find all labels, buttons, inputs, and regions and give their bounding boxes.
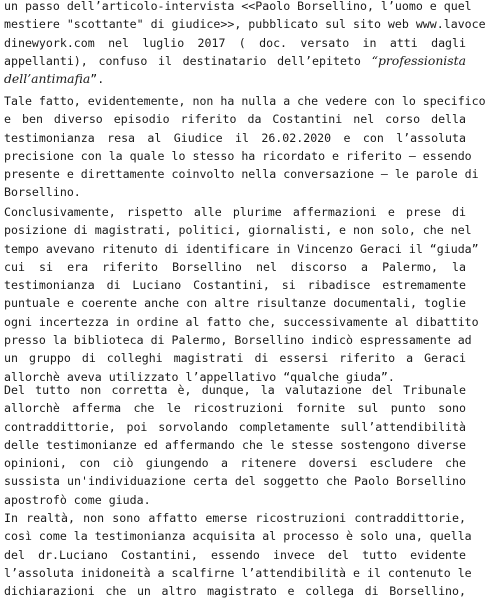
text-line <box>4 582 466 600</box>
text-run: l’assoluta inidoneità a scalfirne l’attendibilità e il contenuto le <box>4 565 472 580</box>
text-run: cui si era riferito Borsellino nel discorso a Palermo, la <box>4 259 466 274</box>
text-run: presente e direttamente coinvolto nella conversazione – le parole di <box>4 167 479 182</box>
paragraph-in-realta <box>4 509 472 600</box>
text-line <box>4 313 479 331</box>
text-run: ogni incertezza in ordine al fatto che, successivamente al dibattito <box>4 314 479 329</box>
paragraph-valutazione <box>4 381 466 509</box>
paragraph-conclusivamente <box>4 203 479 386</box>
text-run: contraddittorie, poi sorvolando completamente sull’attendibilità <box>4 419 466 434</box>
text-line <box>4 129 466 147</box>
text-run: puntuale e coerente anche con altre risultanze documentali, toglie <box>4 296 466 311</box>
text-run: Conclusivamente, rispetto alle plurime affermazioni e prese di <box>4 205 466 219</box>
text-run: dichiarazioni che un altro magistrato e collega di Borsellino, <box>4 584 466 599</box>
text-line <box>4 276 466 294</box>
text-line <box>4 381 466 399</box>
text-run: delle testimonianze ed affermando che le stesse sostengono diverse <box>4 437 466 452</box>
text-run: allorchè afferma che le ricostruzioni fornite sul punto sono <box>4 401 466 416</box>
text-run: ”. <box>90 72 105 87</box>
text-run: opinioni, con ciò giungendo a ritenere doversi escludere che <box>4 456 466 471</box>
text-line <box>4 349 466 367</box>
text-run: Borsellino. <box>4 185 81 200</box>
text-run: In realtà, non sono affatto emerse ricostruzioni contraddittorie, <box>4 511 466 525</box>
text-line <box>4 70 466 88</box>
text-line <box>4 509 466 527</box>
italic-text: dell’antimafia <box>4 71 91 87</box>
text-line <box>4 418 466 436</box>
paragraph-fatto <box>4 92 486 202</box>
italic-text: “professionista <box>371 52 466 68</box>
text-line <box>4 15 486 33</box>
text-line <box>4 399 466 417</box>
text-run: allorchè aveva utilizzato l’appellativo “qualche giuda”. <box>4 369 395 384</box>
text-line <box>4 34 466 52</box>
text-run: un gruppo di colleghi magistrati di essersi riferito a Geraci <box>4 351 466 366</box>
text-line <box>4 110 466 128</box>
text-run: apostrofò come giuda. <box>4 492 151 507</box>
text-run: così come la testimonianza acquisita al processo è solo una, quella <box>4 529 472 544</box>
text-line <box>4 221 472 239</box>
text-line <box>4 165 479 183</box>
text-line <box>4 92 486 110</box>
text-run: tempo avevano ritenuto di identificare in Vincenzo Geraci il “giuda” <box>4 241 479 256</box>
text-line <box>4 183 466 201</box>
text-run: del dr.Luciano Costantini, essendo invece del tutto evidente <box>4 547 466 562</box>
text-run: appellanti), confuso il destinatario dell’epiteto <box>4 53 372 68</box>
text-run: Tale fatto, evidentemente, non ha nulla a che vedere con lo specifico <box>4 94 486 108</box>
text-line <box>4 52 466 70</box>
text-line <box>4 472 466 490</box>
text-run: Del tutto non corretta è, dunque, la valutazione del Tribunale <box>4 383 466 397</box>
text-run: e ben diverso episodio riferito da Costantini nel corso della <box>4 112 466 127</box>
paragraph-citation <box>4 0 486 88</box>
text-line <box>4 294 466 312</box>
text-run: mestiere "scottante" di giudice>>, pubblicato sul sito web www.lavoce <box>4 17 486 32</box>
text-line <box>4 258 466 276</box>
text-run: precisione con la quale lo stesso ha ricordato e riferito – essendo <box>4 148 472 163</box>
text-line <box>4 0 472 15</box>
text-run: testimonianza di Luciano Costantini, si ribadisce estremamente <box>4 278 466 293</box>
text-run: presso la biblioteca di Palermo, Borsellino indicò espressamente ad <box>4 333 472 348</box>
text-line <box>4 203 466 221</box>
text-line <box>4 491 466 509</box>
text-run: testimonianza resa al Giudice il 26.02.2020 e con l’assoluta <box>4 130 466 145</box>
text-line <box>4 527 472 545</box>
text-line <box>4 564 472 582</box>
text-line <box>4 436 466 454</box>
text-line <box>4 454 466 472</box>
text-line <box>4 147 472 165</box>
text-run: un passo dell’articolo-intervista <<Paolo Borsellino, l’uomo e quel <box>4 0 472 13</box>
text-line <box>4 240 479 258</box>
text-run: posizione di magistrati, politici, giornalisti, e non solo, che nel <box>4 223 472 238</box>
text-run: sussista un'individuazione certa del soggetto che Paolo Borsellino <box>4 474 466 489</box>
text-line <box>4 546 466 564</box>
text-line <box>4 331 472 349</box>
text-run: dinewyork.com nel luglio 2017 ( doc. versato in atti dagli <box>4 35 466 50</box>
